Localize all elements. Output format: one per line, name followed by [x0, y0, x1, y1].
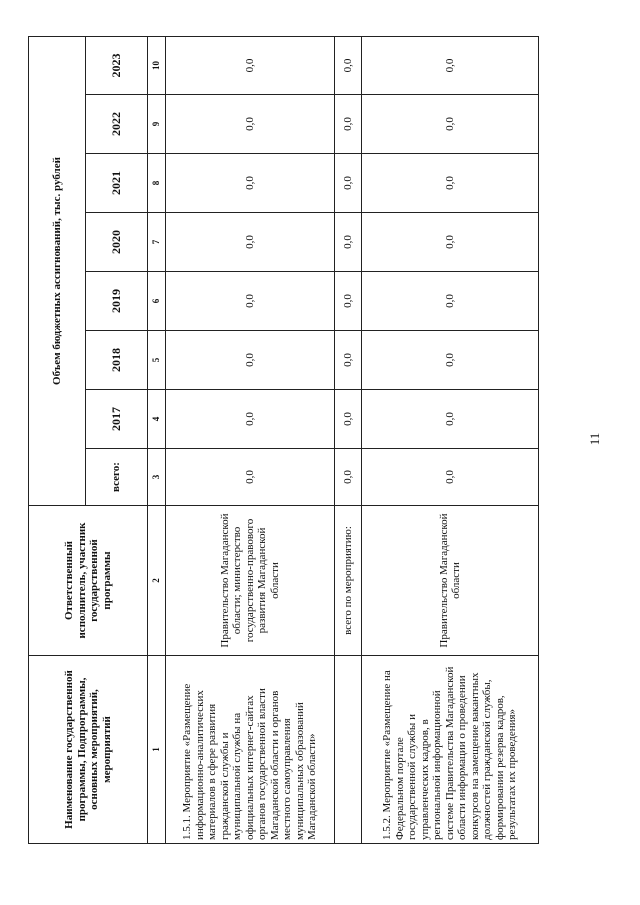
table-row — [362, 36, 539, 843]
executor-cell: Правительство Магаданской области — [362, 506, 539, 656]
value-cell: 0,0 — [166, 272, 335, 331]
header-name: Наименование государственной программы, Подпрограммы, основных мероприятий, мероприятий — [29, 656, 148, 844]
column-number: 4 — [148, 390, 166, 449]
value-cell: 0,0 — [166, 449, 335, 506]
value-cell: 0,0 — [335, 36, 362, 94]
header-year: 2018 — [86, 331, 148, 390]
page-number: 11 — [587, 432, 602, 446]
value-cell: 0,0 — [335, 390, 362, 449]
value-cell: 0,0 — [362, 272, 539, 331]
activity-name: 1.5.2. Мероприятие «Размещение на Федеральном портале государственной службы и управленческих кадров, в региональной информационной системе Правительства Магаданской области информации о проведении конкурсов на замещение вакантных должностей гражданской службы, формировании резерва кадров, результатах их проведения» — [362, 656, 539, 844]
column-number: 9 — [148, 95, 166, 154]
value-cell: 0,0 — [362, 154, 539, 213]
activity-name — [335, 656, 362, 844]
value-cell: 0,0 — [335, 213, 362, 272]
value-cell: 0,0 — [166, 390, 335, 449]
value-cell: 0,0 — [166, 95, 335, 154]
header-year: 2021 — [86, 154, 148, 213]
column-number: 7 — [148, 213, 166, 272]
column-number: 5 — [148, 331, 166, 390]
header-year: 2020 — [86, 213, 148, 272]
header-year: 2023 — [86, 36, 148, 94]
value-cell: 0,0 — [362, 390, 539, 449]
column-number: 10 — [148, 36, 166, 94]
value-cell: 0,0 — [362, 36, 539, 94]
value-cell: 0,0 — [362, 95, 539, 154]
value-cell: 0,0 — [335, 95, 362, 154]
value-cell: 0,0 — [362, 331, 539, 390]
column-number: 2 — [148, 506, 166, 656]
header-funding: Объем бюджетных ассигнований, тыс. рублей — [29, 36, 86, 505]
value-cell: 0,0 — [335, 331, 362, 390]
column-number: 1 — [148, 656, 166, 844]
header-executor: Ответственный исполнитель, участник государственной программы — [29, 506, 148, 656]
value-cell: 0,0 — [362, 449, 539, 506]
table-row — [335, 36, 362, 843]
header-total: всего: — [86, 449, 148, 506]
header-year: 2017 — [86, 390, 148, 449]
value-cell: 0,0 — [362, 213, 539, 272]
column-number: 8 — [148, 154, 166, 213]
value-cell: 0,0 — [335, 154, 362, 213]
column-number: 3 — [148, 449, 166, 506]
column-number: 6 — [148, 272, 166, 331]
value-cell: 0,0 — [335, 272, 362, 331]
value-cell: 0,0 — [166, 154, 335, 213]
header-year: 2019 — [86, 272, 148, 331]
column-number-row — [148, 36, 166, 843]
value-cell: 0,0 — [166, 36, 335, 94]
activity-name: 1.5.1. Мероприятие «Размещение информационно-аналитических материалов в сфере развития гражданской службы и муниципальной службы на официальных интернет-сайтах органов государственной власти Магаданской области и органов местного самоуправления муниципальных образований Магаданской области» — [166, 656, 335, 844]
value-cell: 0,0 — [166, 213, 335, 272]
value-cell: 0,0 — [166, 331, 335, 390]
header-year: 2022 — [86, 95, 148, 154]
executor-cell: Правительство Магаданской области; министерство государственно-правового развития Магаданской области — [166, 506, 335, 656]
table-row — [166, 36, 335, 843]
value-cell: 0,0 — [335, 449, 362, 506]
budget-table — [28, 36, 539, 844]
executor-cell: всего по мероприятию: — [335, 506, 362, 656]
header-row — [29, 36, 86, 843]
